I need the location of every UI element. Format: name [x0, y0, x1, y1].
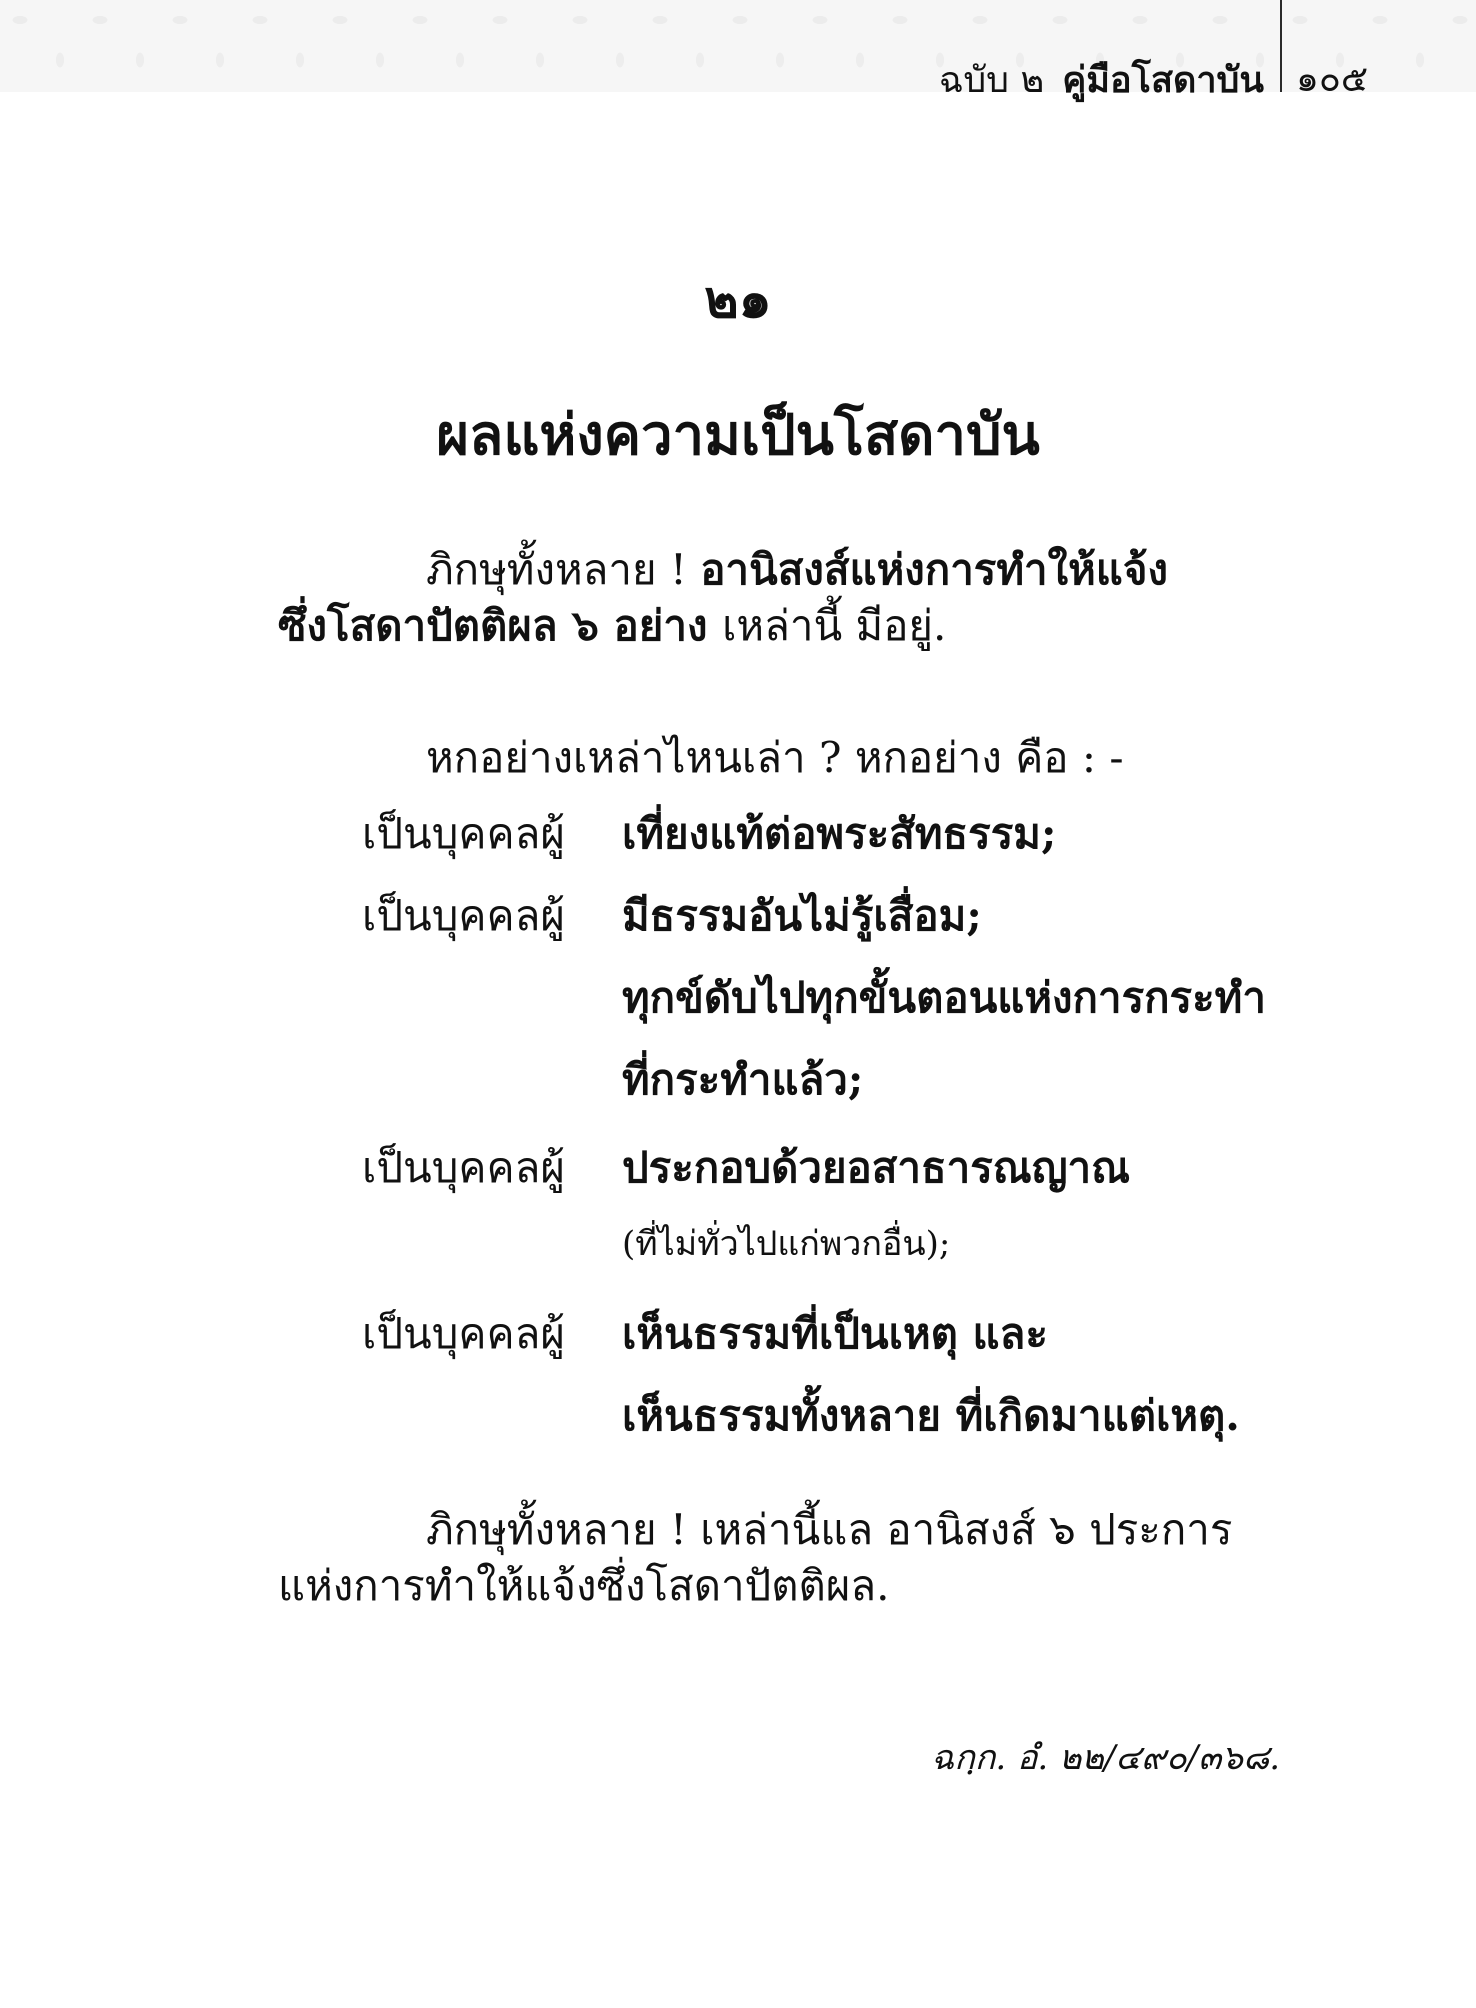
item-3-text-line-1: ประกอบด้วยอสาธารณญาณ [622, 1143, 1131, 1192]
intro-benefit-heading: อานิสงส์แห่งการทำให้แจ้ง [700, 545, 1168, 594]
conclusion-line-1: ภิกษุทั้งหลาย ! เหล่านี้แล อานิสงส์ ๖ ประการ [426, 1505, 1233, 1554]
intro-address: ภิกษุทั้งหลาย ! [426, 545, 701, 594]
item-2-text-line-2: ทุกข์ดับไปทุกขั้นตอนแห่งการกระทำ [622, 973, 1266, 1022]
intro-exists: เหล่านี้ มีอยู่. [722, 601, 947, 650]
intro-line-1 [278, 542, 1278, 598]
item-3-label: เป็นบุคคลผู้ [362, 1143, 565, 1192]
book-title: คู่มือโสดาบัน [1062, 59, 1264, 101]
intro-fruit-count: ซึ่งโสดาปัตติผล ๖ อย่าง [278, 601, 723, 650]
scripture-reference: ฉกฺก. อํ. ๒๒/๔๙๐/๓๖๘. [931, 1738, 1280, 1778]
item-3-note: (ที่ไม่ทั่วไปแก่พวกอื่น); [622, 1224, 951, 1264]
header-divider [1280, 0, 1282, 92]
chapter-number: ๒๑ [704, 269, 772, 330]
item-4-label: เป็นบุคคลผู้ [362, 1309, 565, 1358]
intro-line-2 [278, 598, 1278, 654]
item-2-text-line-1: มีธรรมอันไม่รู้เสื่อม; [622, 891, 982, 940]
conclusion-line-2: แห่งการทำให้แจ้งซึ่งโสดาปัตติผล. [278, 1561, 890, 1610]
intro-paragraph [278, 542, 1278, 654]
running-head [939, 60, 1264, 101]
item-4-text-line-1: เห็นธรรมที่เป็นเหตุ และ [622, 1309, 1048, 1358]
item-2-text-line-3: ที่กระทำแล้ว; [622, 1055, 864, 1104]
item-2-label: เป็นบุคคลผู้ [362, 891, 565, 940]
item-4-text-line-2: เห็นธรรมทั้งหลาย ที่เกิดมาแต่เหตุ. [622, 1391, 1240, 1440]
question-line: หกอย่างเหล่าไหนเล่า ? หกอย่าง คือ : - [426, 733, 1124, 782]
chapter-title: ผลแห่งความเป็นโสดาบัน [436, 402, 1040, 468]
item-1-text-line-1: เที่ยงแท้ต่อพระสัทธรรม; [622, 809, 1057, 858]
page-number: ๑๐๕ [1296, 59, 1369, 100]
conclusion-paragraph [278, 1502, 1278, 1614]
item-1-label: เป็นบุคคลผู้ [362, 809, 565, 858]
volume-label: ฉบับ ๒ [938, 60, 1045, 101]
